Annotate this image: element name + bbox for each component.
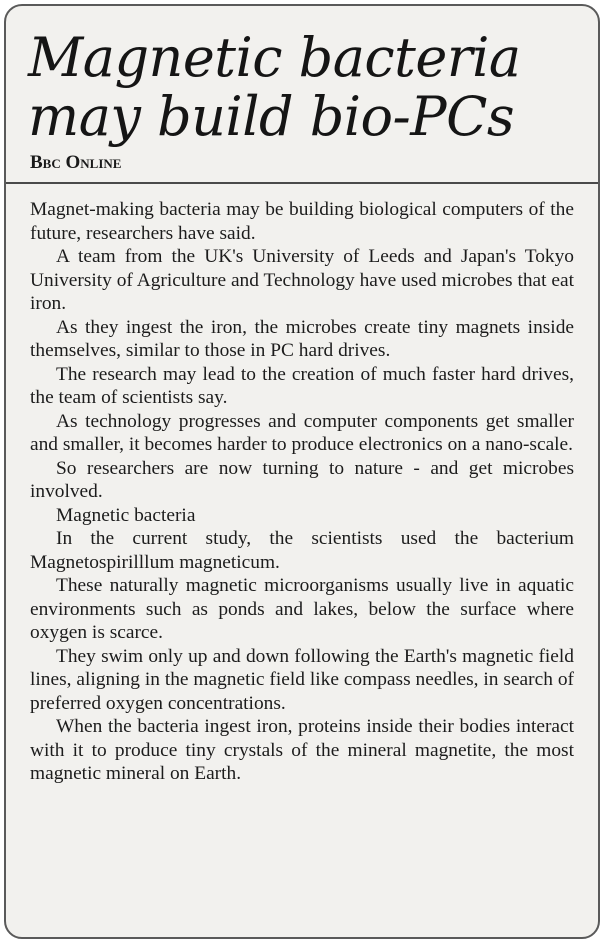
paragraph: Magnet-making bacteria may be building biological computers of the future, researchers have said. [30, 199, 574, 244]
paragraph: When the bacteria ingest iron, proteins inside their bodies interact with it to produce tiny crystals of the mineral magnetite, the most magnetic mineral on Earth. [30, 716, 574, 784]
headline-line-1: Magnetic bacteria [28, 26, 521, 89]
byline: Bbc Online [30, 152, 122, 173]
paragraph: So researchers are now turning to nature - and get microbes involved. [30, 457, 574, 502]
newspaper-clipping [4, 4, 600, 939]
divider-rule [6, 182, 598, 184]
paragraph: A team from the UK's University of Leeds and Japan's Tokyo University of Agriculture and Technology have used microbes that eat iron. [30, 246, 574, 314]
paragraph: The research may lead to the creation of much faster hard drives, the team of scientists say. [30, 363, 574, 408]
subheading: Magnetic bacteria [56, 504, 196, 526]
paragraph: These naturally magnetic microorganisms usually live in aquatic environments such as ponds and lakes, below the surface where oxygen is scarce. [30, 575, 574, 643]
paragraph: As they ingest the iron, the microbes create tiny magnets inside themselves, similar to those in PC hard drives. [30, 316, 574, 361]
headline [28, 28, 598, 146]
paragraph: They swim only up and down following the Earth's magnetic field lines, aligning in the magnetic field like compass needles, in search of preferred oxygen concentrations. [30, 645, 574, 714]
article-body [30, 198, 574, 786]
paragraph: In the current study, the scientists used the bacterium Magnetospirilllum magneticum. [30, 528, 574, 573]
headline-line-2: may build bio-PCs [28, 85, 515, 148]
paragraph: As technology progresses and computer components get smaller and smaller, it becomes harder to produce electronics on a nano-scale. [30, 410, 574, 455]
